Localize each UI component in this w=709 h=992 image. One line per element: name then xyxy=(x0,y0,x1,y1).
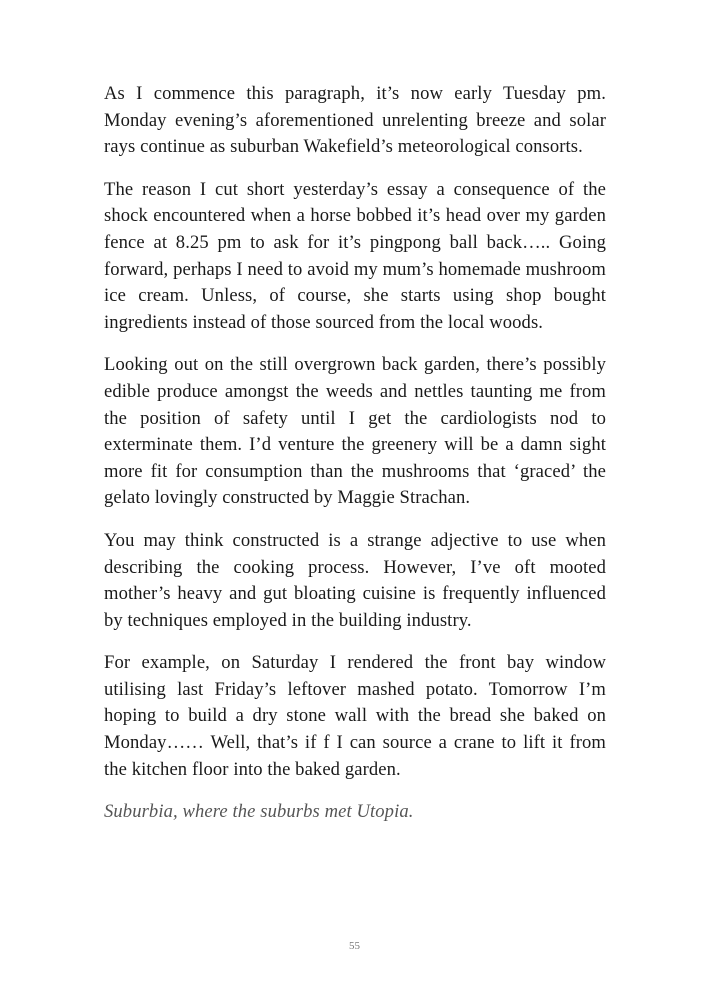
page-number: 55 xyxy=(349,940,360,952)
paragraph-3: Looking out on the still overgrown back garden, there’s possibly edible produce amongst the weeds and nettles taunting me from the position of safety until I get the cardiologists nod to exterminate them. I’d venture the greenery will be a damn sight more fit for consumption than the mushrooms that ‘graced’ the gelato lovingly constructed by Maggie Strachan. xyxy=(104,354,606,509)
paragraph-4: You may think constructed is a strange adjective to use when describing the cooking process. However, I’ve oft mooted mother’s heavy and gut bloating cuisine is frequently influenced by techniques employed in the building industry. xyxy=(104,529,606,631)
paragraph-2: The reason I cut short yesterday’s essay a consequence of the shock encountered when a horse bobbed it’s head over my garden fence at 8.25 pm to ask for it’s pingpong ball back….. Going forward, perhaps I need to avoid my mum’s homemade mushroom ice cream. Unless, of course, she starts using shop bought ingredients instead of those sourced from the local woods. xyxy=(104,178,606,333)
paragraph-5: For example, on Saturday I rendered the front bay window utilising last Friday’s leftover mashed potato. Tomorrow I’m hoping to build a dry stone wall with the bread she baked on Monday…… Well, that’s if f I can source a crane to lift it from the kitchen floor into the baked garden. xyxy=(104,652,606,780)
paragraph-1: As I commence this paragraph, it’s now early Tuesday pm. Monday evening’s aforementioned unrelenting breeze and solar rays continue as suburban Wakefield’s meteorological consorts. xyxy=(104,83,606,158)
body-text xyxy=(104,81,606,842)
signoff-line: Suburbia, where the suburbs met Utopia. xyxy=(104,801,414,823)
